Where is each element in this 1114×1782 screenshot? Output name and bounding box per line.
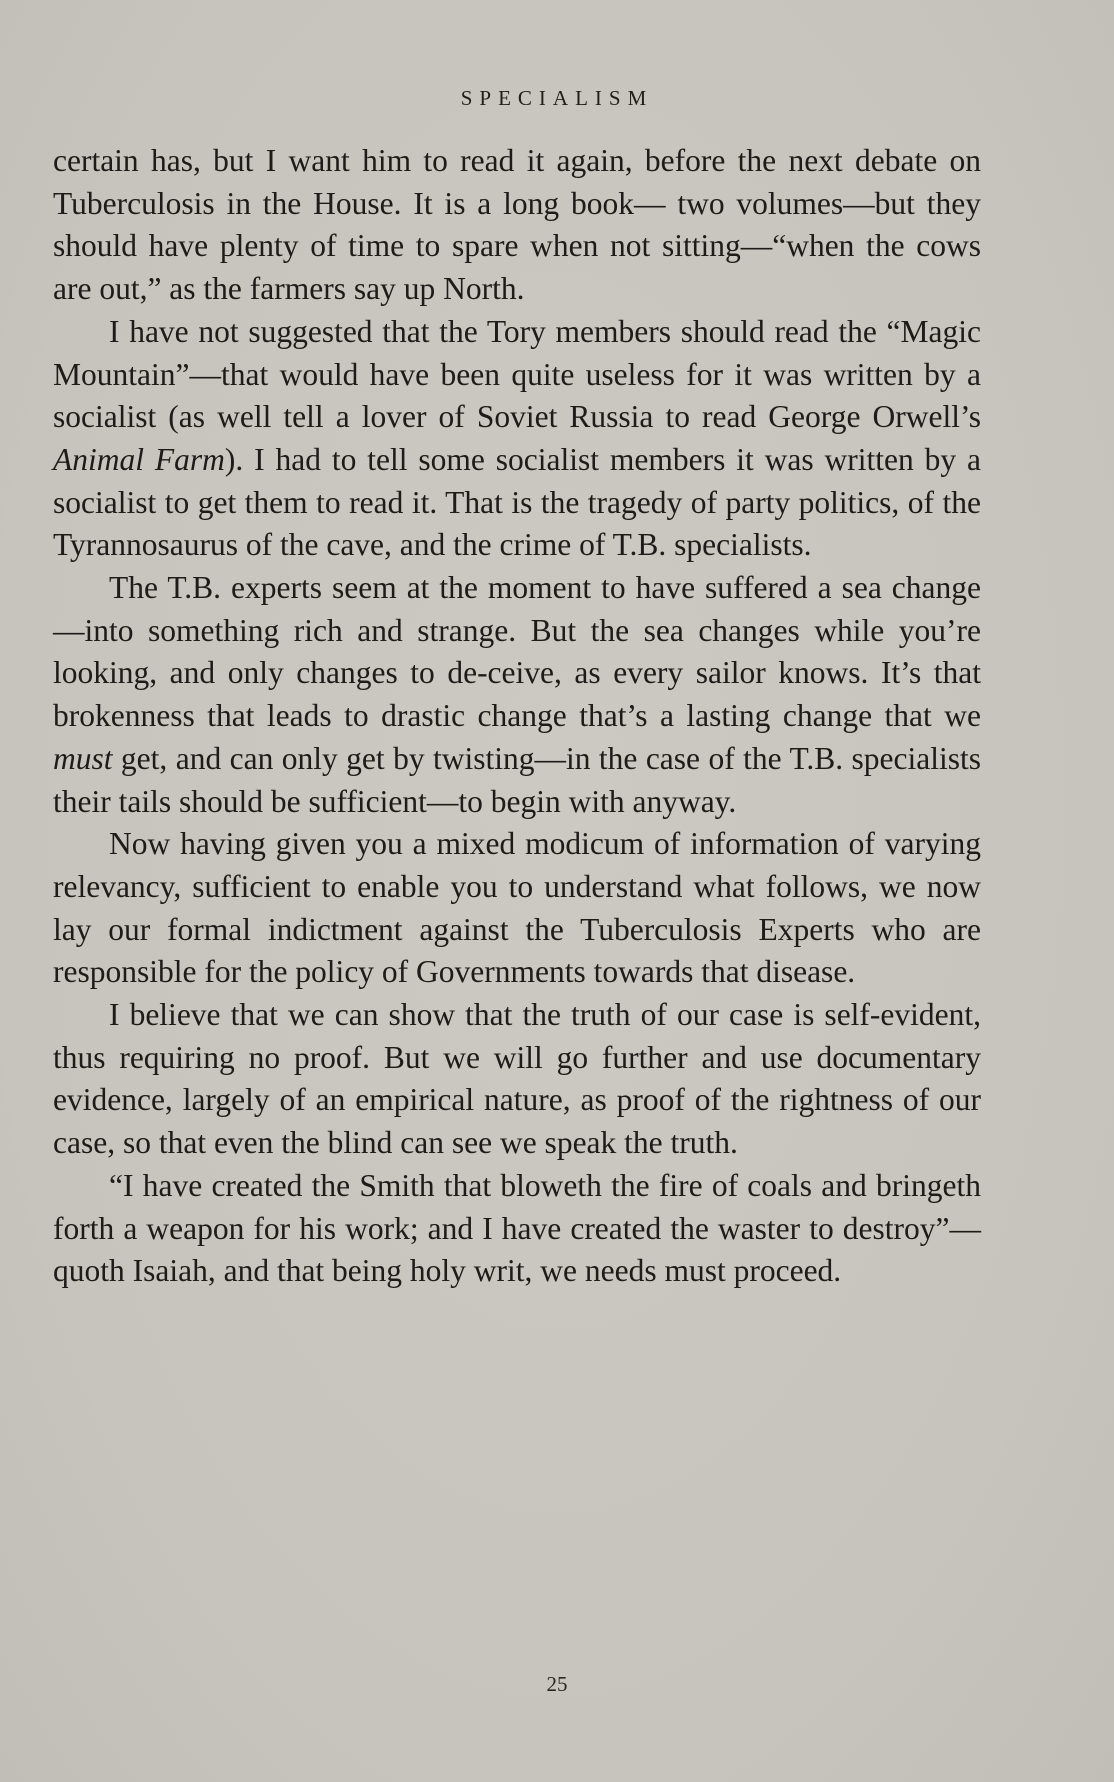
paragraph-text: I believe that we can show that the truth of our case is self-evident, thus requiring no proof. But we will go further and use documentary evidence, largely of an empirical nature, as proof of the rightness of our case, so that even the blind can see we speak the truth. bbox=[53, 997, 981, 1161]
paragraph-text: ). I had to tell some socialist members it was written by a socialist to get them to read it. That is the tragedy of party politics, of the Tyrannosaurus of the cave, and the crime of T.B. specialists. bbox=[53, 441, 981, 563]
running-head: SPECIALISM bbox=[460, 86, 654, 110]
paragraph bbox=[53, 567, 981, 823]
paragraph-text: get, and can only get by twisting—in the case of the T.B. specialists their tails should be sufficient—to begin with anyway. bbox=[53, 740, 981, 819]
paragraph bbox=[53, 311, 981, 567]
paragraph-text: certain has, but I want him to read it again, before the next debate on Tuberculosis in the House. It is a long book— two volumes—but they should have plenty of time to spare when not sitting—“when the cows are out,” as the farmers say up North. bbox=[53, 143, 981, 307]
paragraph-text: I have not suggested that the Tory members should read the “Magic Mountain”—that would have been quite useless for it was written by a socialist (as well tell a lover of Soviet Russia to read George Orwell’s bbox=[53, 313, 981, 435]
italic-text: Animal Farm bbox=[53, 441, 225, 477]
paragraph-text: Now having given you a mixed modicum of information of varying relevancy, sufficient to enable you to understand what follows, we now lay our formal indictment against the Tuberculosis Experts who are responsible for the policy of Governments towards that disease. bbox=[53, 826, 981, 990]
page-number: 25 bbox=[546, 1672, 568, 1696]
body-text bbox=[53, 140, 981, 1293]
paragraph bbox=[53, 140, 981, 311]
paragraph bbox=[53, 994, 981, 1165]
paragraph-text: The T.B. experts seem at the moment to have suffered a sea change—into something rich and strange. But the sea changes while you’re looking, and only changes to de-ceive, as every sailor knows. It’s that brokenness that leads to drastic change that’s a lasting change that we bbox=[53, 570, 981, 734]
italic-text: must bbox=[53, 740, 113, 776]
paragraph-text: “I have created the Smith that bloweth the fire of coals and bringeth forth a weapon for his work; and I have created the waster to destroy”—quoth Isaiah, and that being holy writ, we needs must proceed. bbox=[53, 1167, 981, 1289]
paragraph bbox=[53, 1165, 981, 1293]
paragraph bbox=[53, 823, 981, 994]
